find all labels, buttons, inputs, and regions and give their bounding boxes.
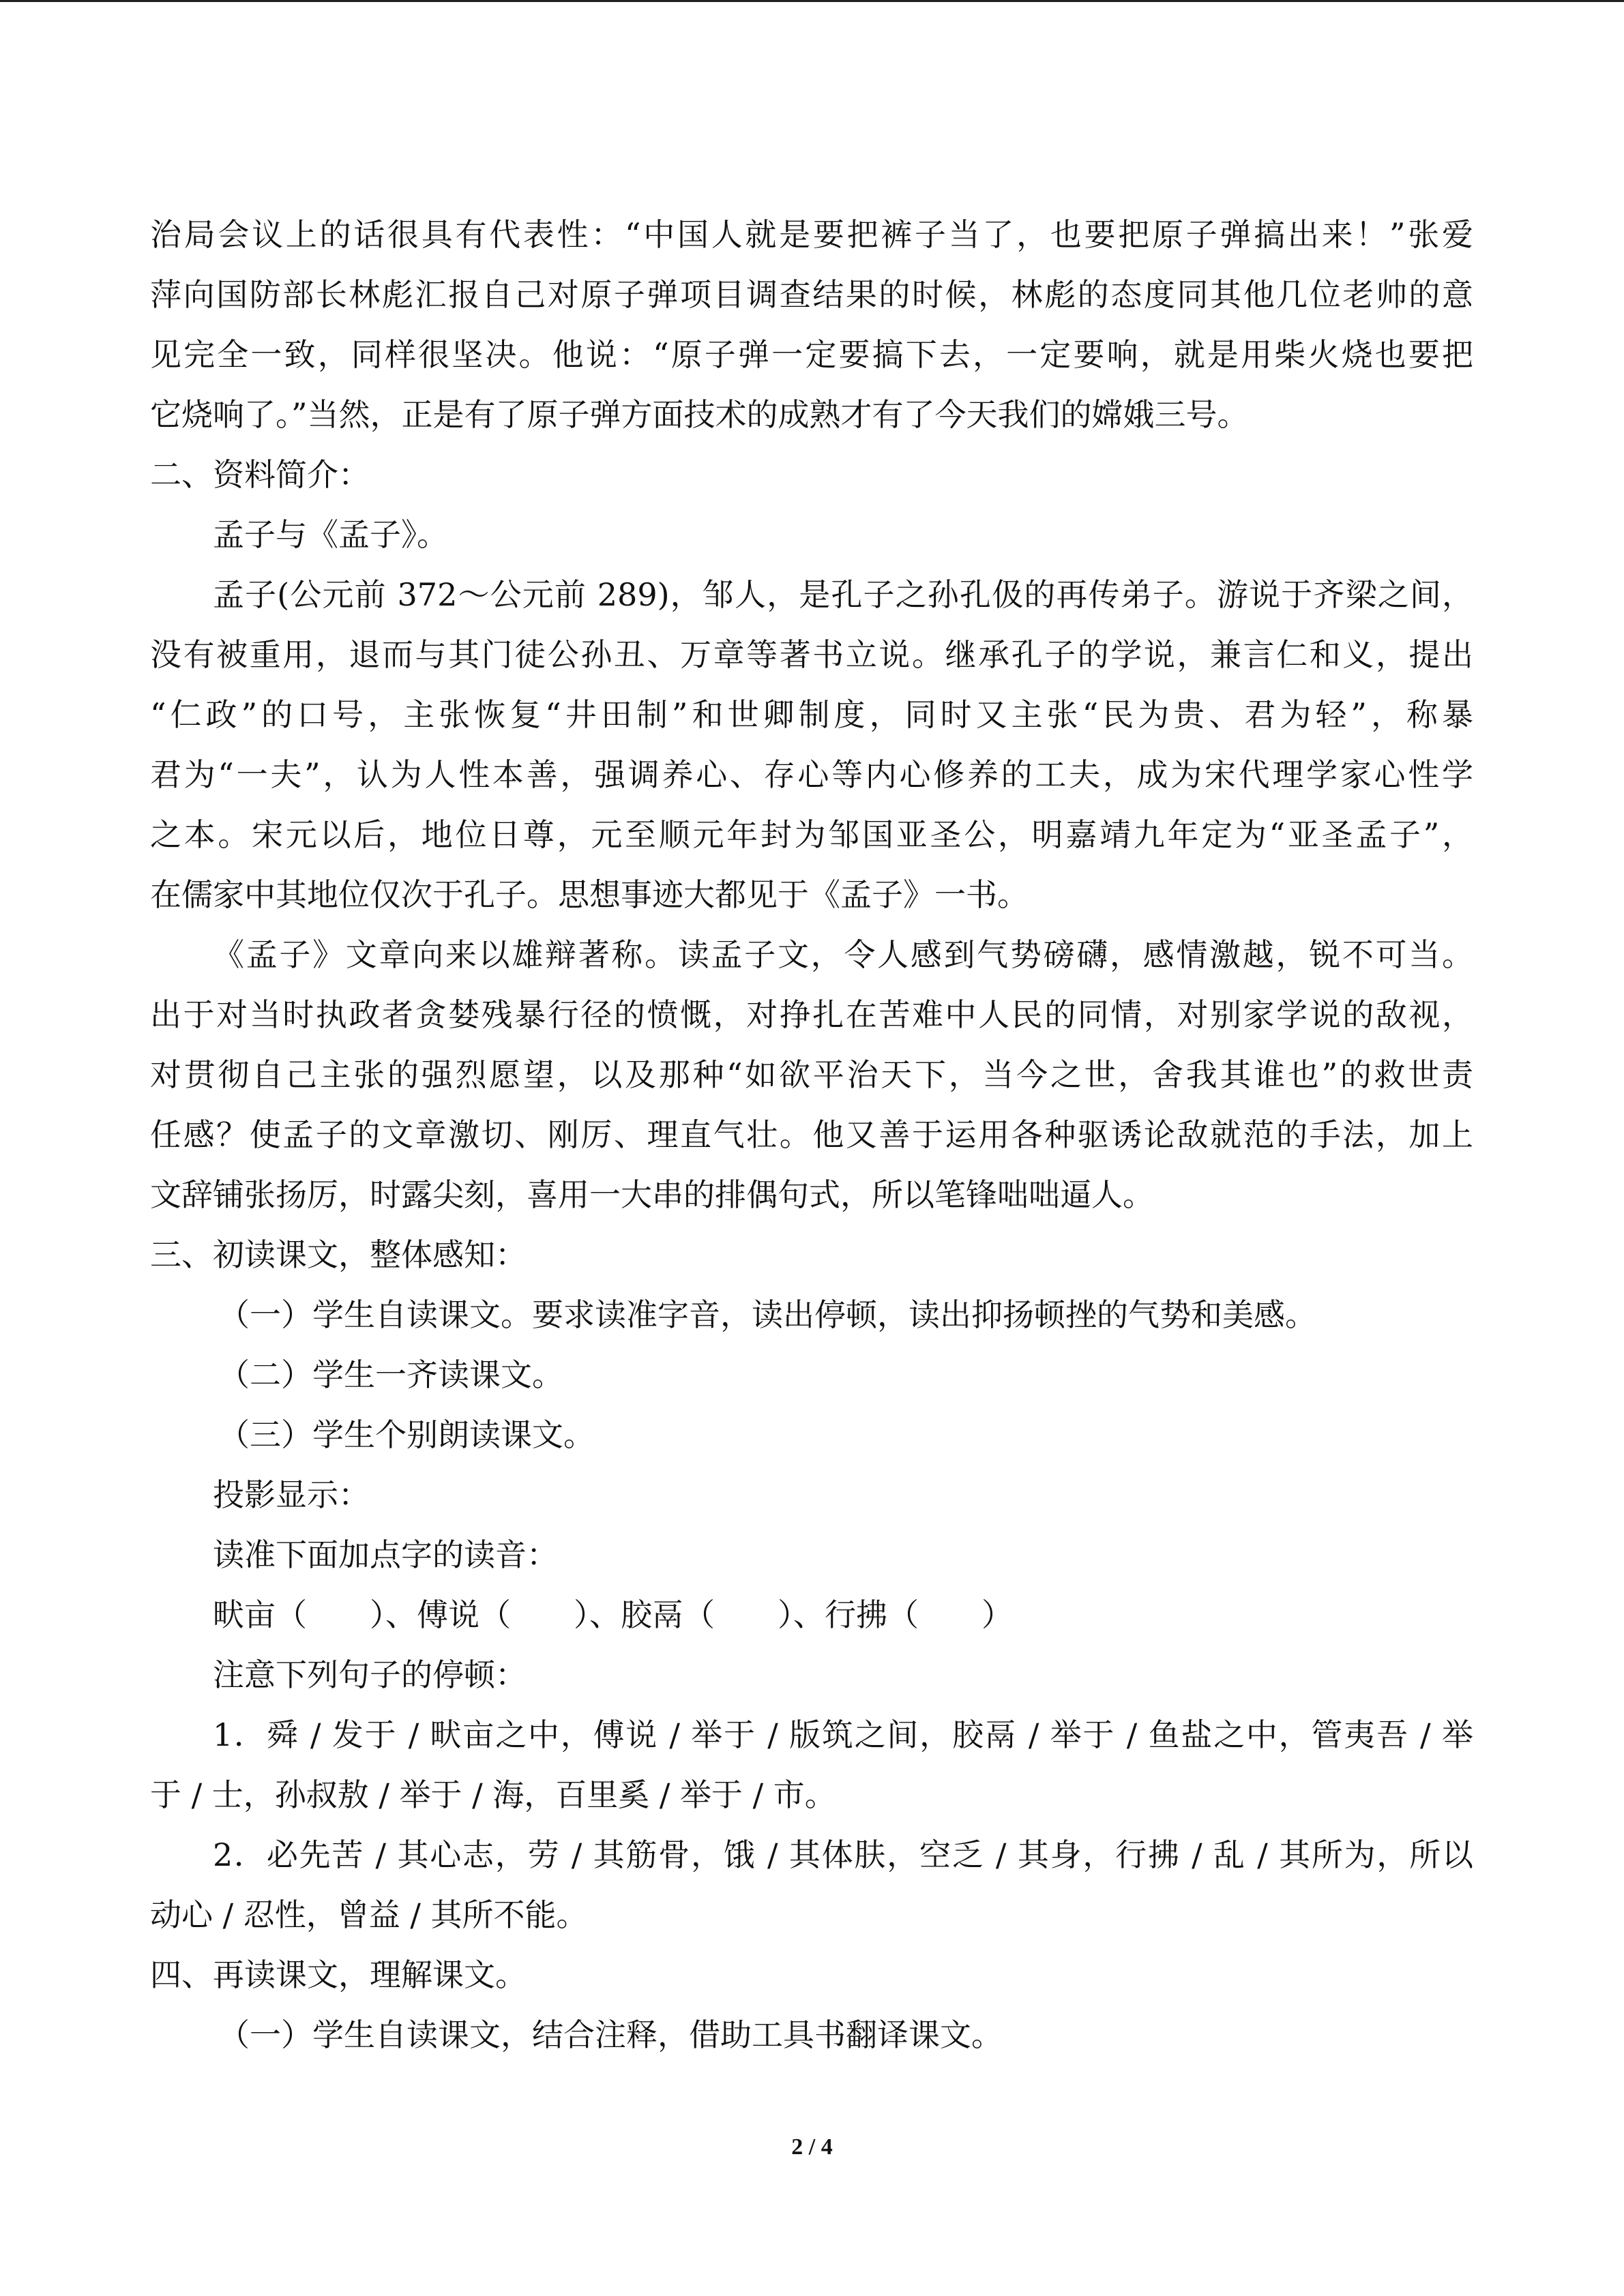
paragraph-line: 出于对当时执政者贪婪残暴行径的愤慨，对挣扎在苦难中人民的同情，对别家学说的敌视， [150, 996, 1473, 1033]
list-item: （三）学生个别朗读课文。 [218, 1416, 595, 1453]
paragraph-line: 《孟子》文章向来以雄辩著称。读孟子文，令人感到气势磅礴，感情激越，锐不可当。 [213, 936, 1473, 973]
paragraph-line: 孟子(公元前 372～公元前 289)，邹人，是孔子之孙孔伋的再传弟子。游说于齐梁之间， [213, 576, 1473, 613]
paragraph-line: 任感？使孟子的文章激切、刚厉、理直气壮。他又善于运用各种驱诱论敌就范的手法，加上 [150, 1116, 1473, 1153]
paragraph-line: 文辞铺张扬厉，时露尖刻，喜用一大串的排偶句式，所以笔锋咄咄逼人。 [150, 1176, 1154, 1213]
pause-example-line: 于 / 士，孙叔敖 / 举于 / 海，百里奚 / 举于 / 市。 [150, 1776, 836, 1813]
paragraph-line: 萍向国防部长林彪汇报自己对原子弹项目调查结果的时候，林彪的态度同其他几位老帅的意 [150, 276, 1473, 313]
pause-example-line: 2．必先苦 / 其心志，劳 / 其筋骨，饿 / 其体肤，空乏 / 其身，行拂 / 乱 / 其所为，所以 [213, 1836, 1473, 1873]
section-heading: 四、再读课文，理解课文。 [150, 1956, 527, 1993]
paragraph-line: 君为“一夫”，认为人性本善，强调养心、存心等内心修养的工夫，成为宋代理学家心性学 [150, 756, 1473, 793]
section-heading: 三、初读课文，整体感知： [150, 1236, 527, 1273]
paragraph-line: 读准下面加点字的读音： [213, 1536, 558, 1573]
page-number: 2 / 4 [791, 2134, 833, 2160]
document-body [150, 205, 1473, 2065]
paragraph-line: 对贯彻自己主张的强烈愿望，以及那种“如欲平治天下，当今之世，舍我其谁也”的救世责 [150, 1056, 1473, 1093]
paragraph-line: 在儒家中其地位仅次于孔子。思想事迹大都见于《孟子》一书。 [150, 876, 1029, 913]
paragraph-line: 注意下列句子的停顿： [213, 1656, 527, 1693]
paragraph-line: 见完全一致，同样很坚决。他说：“原子弹一定要搞下去，一定要响，就是用柴火烧也要把 [150, 336, 1473, 373]
list-item: （二）学生一齐读课文。 [218, 1356, 563, 1393]
paragraph-line: 它烧响了。”当然，正是有了原子弹方面技术的成熟才有了今天我们的嫦娥三号。 [150, 396, 1249, 433]
paragraph-line: 治局会议上的话很具有代表性：“中国人就是要把裤子当了，也要把原子弹搞出来！”张爱 [150, 216, 1473, 253]
paragraph-line: 投影显示： [213, 1476, 370, 1513]
section-heading: 二、资料简介： [150, 456, 370, 493]
pronunciation-exercise: 畎亩（ ）、傅说（ ）、胶鬲（ ）、行拂（ ） [213, 1596, 1013, 1633]
list-item: （一）学生自读课文，结合注释，借助工具书翻译课文。 [218, 2016, 1003, 2053]
top-border-line [0, 0, 1624, 2]
pause-example-line: 1．舜 / 发于 / 畎亩之中，傅说 / 举于 / 版筑之间，胶鬲 / 举于 / 鱼盐之中，管夷吾 / 举 [213, 1716, 1473, 1753]
paragraph-line: 之本。宋元以后，地位日尊，元至顺元年封为邹国亚圣公，明嘉靖九年定为“亚圣孟子”， [150, 816, 1473, 853]
pause-example-line: 动心 / 忍性，曾益 / 其所不能。 [150, 1896, 588, 1933]
list-item: （一）学生自读课文。要求读准字音，读出停顿，读出抑扬顿挫的气势和美感。 [218, 1296, 1316, 1333]
paragraph-line: 没有被重用，退而与其门徒公孙丑、万章等著书立说。继承孔子的学说，兼言仁和义，提出 [150, 636, 1473, 673]
paragraph-line: “仁政”的口号，主张恢复“井田制”和世卿制度，同时又主张“民为贵、君为轻”，称暴 [150, 696, 1473, 733]
subheading: 孟子与《孟子》。 [213, 516, 448, 553]
